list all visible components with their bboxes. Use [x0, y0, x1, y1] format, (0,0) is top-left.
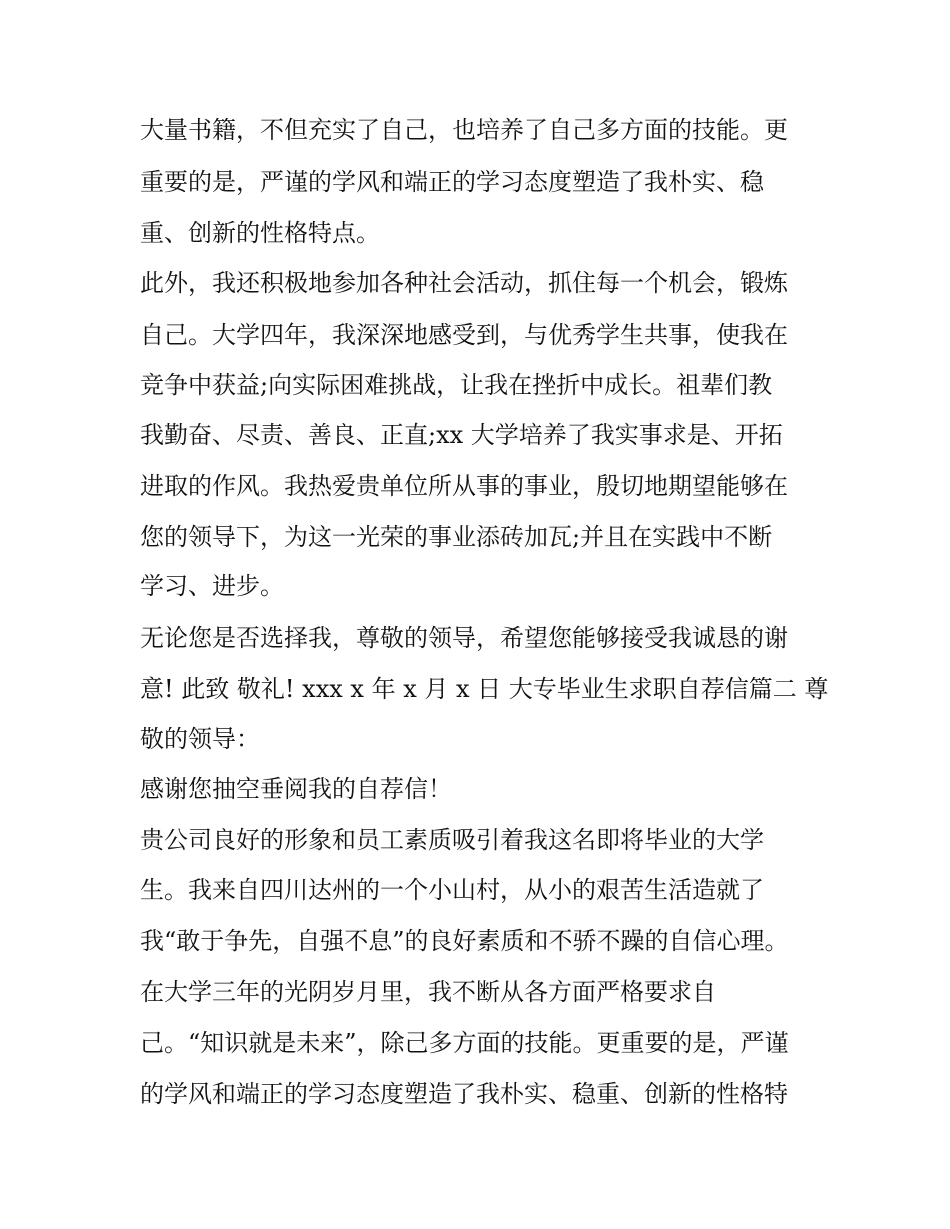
- text-line: 贵公司良好的形象和员工素质吸引着我这名即将毕业的大学: [140, 826, 764, 854]
- text-line: 我勤奋、尽责、善良、正直;xx 大学培养了我实事求是、开拓: [140, 421, 783, 449]
- text-line: 的学风和端正的学习态度塑造了我朴实、稳重、创新的性格特: [140, 1080, 788, 1108]
- text-line: 在大学三年的光阴岁月里，我不断从各方面严格要求自: [140, 978, 716, 1006]
- text-line: 自己。大学四年，我深深地感受到，与优秀学生共事，使我在: [140, 321, 788, 349]
- text-line: 己。“知识就是未来”，除己多方面的技能。更重要的是，严谨: [140, 1029, 789, 1057]
- text-line: 重、创新的性格特点。: [140, 219, 380, 247]
- text-line: 您的领导下，为这一光荣的事业添砖加瓦;并且在实践中不断: [140, 523, 773, 551]
- text-line: 生。我来自四川达州的一个小山村，从小的艰苦生活造就了: [140, 876, 764, 904]
- text-line: 感谢您抽空垂阅我的自荐信！: [140, 775, 452, 803]
- text-line: 敬的领导：: [140, 725, 260, 753]
- text-line: 竞争中获益;向实际困难挑战，让我在挫折中成长。祖辈们教: [140, 371, 773, 399]
- text-line: 重要的是，严谨的学风和端正的学习态度塑造了我朴实、稳: [140, 168, 764, 196]
- text-line: 大量书籍，不但充实了自己，也培养了自己多方面的技能。更: [140, 116, 788, 144]
- text-line: 进取的作风。我热爱贵单位所从事的事业，殷切地期望能够在: [140, 472, 788, 500]
- text-line: 意! 此致 敬礼! xxx x 年 x 月 x 日 大专毕业生求职自荐信篇二 尊: [140, 675, 829, 703]
- text-line: 学习、进步。: [140, 572, 284, 600]
- text-line: 此外，我还积极地参加各种社会活动，抓住每一个机会，锻炼: [140, 269, 788, 297]
- text-line: 无论您是否选择我，尊敬的领导，希望您能够接受我诚恳的谢: [140, 624, 788, 652]
- text-line: 我“敢于争先，自强不息”的良好素质和不骄不躁的自信心理。: [140, 927, 789, 955]
